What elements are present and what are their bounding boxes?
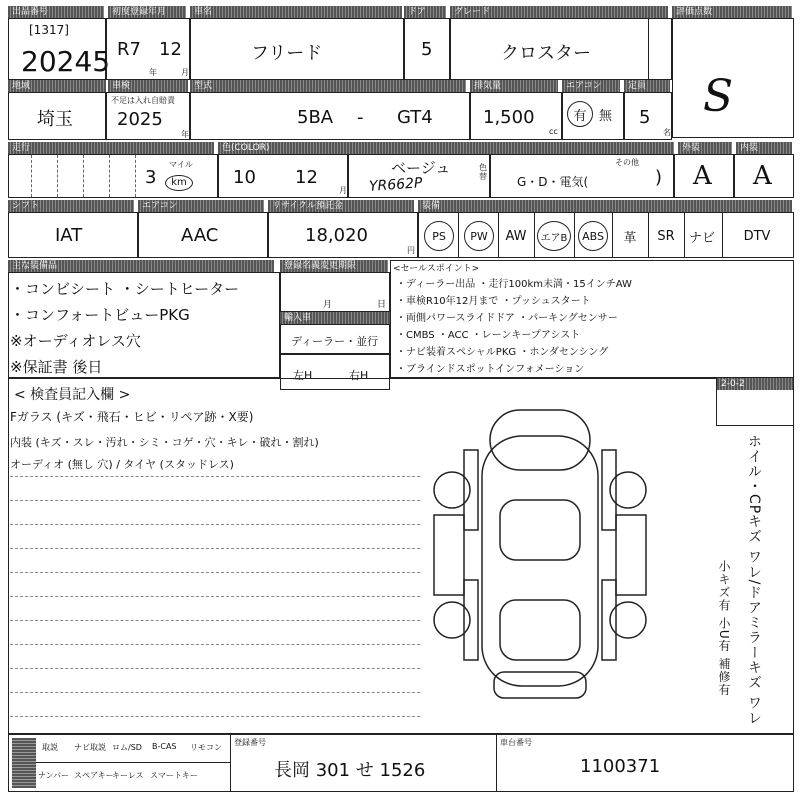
chassis-value: 1100371 — [580, 756, 661, 777]
region-value: 埼玉 — [37, 109, 73, 130]
color-paint-close: ) — [655, 167, 663, 188]
diagram-code: 2-0-2 — [717, 378, 793, 390]
bottom-item: キーレス — [112, 771, 144, 780]
lot-number: 20245 — [21, 45, 111, 78]
equipment-sr: SR — [657, 228, 675, 244]
diagram-code-box — [716, 378, 794, 426]
mileage-header: 走行 — [8, 142, 214, 154]
color-date-month1: 10 — [233, 167, 256, 188]
equipment-pw: PW — [460, 216, 498, 256]
displacement-cell — [470, 92, 562, 140]
bottom-item: スマートキー — [150, 771, 198, 780]
import-left: 左H — [293, 369, 313, 382]
car-name-cell — [190, 18, 404, 80]
plate-label: 登録番号 — [234, 738, 266, 747]
lot-cell — [8, 18, 111, 80]
reg-deadline-cell — [280, 272, 390, 312]
vertical-note: ホイル・CPキズ ワレ/ドアミラーキズ ワレ — [746, 434, 762, 726]
import-type: ディーラー・並行 — [291, 335, 379, 348]
ac-header: エアコン — [562, 80, 620, 92]
capacity-unit: 名 — [663, 128, 671, 137]
inspection-cell — [106, 92, 190, 140]
first-reg-era: R7 — [117, 39, 141, 60]
color-date-month2: 12 — [295, 167, 318, 188]
import-header: 輸入車 — [280, 312, 390, 324]
first-reg-cell — [106, 18, 190, 80]
lot-code: [1317] — [29, 23, 69, 37]
bottom-item: ナビ取説 — [74, 743, 106, 752]
inspection-note: 不足は入れ自賠責 — [111, 96, 175, 105]
first-reg-header: 初度登録年月 — [108, 6, 186, 18]
ac-no: 無 — [599, 109, 613, 124]
equipment-abs: ABS — [574, 216, 612, 256]
sales-points-header: <セールスポイント> — [393, 264, 480, 274]
color-code: YR662P — [368, 175, 423, 195]
sales-point: ・ディーラー出品 ・走行100km未満・15インチAW — [396, 279, 632, 290]
capacity-header: 定員 — [624, 80, 670, 92]
recycle-cell — [268, 212, 418, 258]
options-header: 主な装備品 — [8, 260, 274, 272]
vertical-note: 小キズ有 小U有 補修有 — [717, 560, 731, 697]
bottom-item: 取説 — [42, 743, 58, 752]
bottom-item: ナンバー — [38, 771, 70, 780]
color-name: ベージュ — [391, 159, 451, 177]
equipment-navi: ナビ — [688, 230, 715, 246]
option-line: ※オーディオレス穴 — [10, 332, 141, 350]
grade-header: グレード — [450, 6, 668, 18]
aircon-type-value: AAC — [181, 225, 219, 246]
eval-cell — [672, 18, 794, 138]
sales-point: ・両側パワースライドドア ・パーキングセンサー — [396, 313, 618, 324]
sales-point: ・CMBS ・ACC ・レーンキープアシスト — [396, 330, 581, 341]
option-line: ※保証書 後日 — [10, 358, 103, 376]
ac-yes: 有 — [567, 101, 593, 127]
option-line: ・コンフォートビューPKG — [10, 306, 190, 324]
color-other: その他 — [615, 158, 639, 167]
displacement-header: 排気量 — [470, 80, 558, 92]
region-cell — [8, 92, 106, 140]
plate-value: 長岡 301 せ 1526 — [274, 760, 426, 781]
bottom-item: スペアキー — [74, 771, 114, 780]
model-header: 型式 — [190, 80, 466, 92]
region-header: 地域 — [8, 80, 106, 92]
first-reg-unit-year: 年 — [149, 68, 157, 77]
chassis-label: 車台番号 — [500, 738, 532, 747]
grade-value: クロスター — [501, 43, 591, 64]
shift-cell — [8, 212, 138, 258]
equipment-aw: AW — [505, 228, 527, 244]
eval-score: S — [703, 71, 734, 122]
displacement-value: 1,500 — [483, 107, 535, 128]
aircon-type-header: エアコン — [138, 200, 264, 212]
mileage-km: km — [165, 175, 193, 191]
shift-header: シフト — [8, 200, 134, 212]
first-reg-month: 12 — [159, 39, 182, 60]
sales-point: ・ブラインドスポットインフォメーション — [396, 364, 585, 375]
equipment-dtv: DTV — [743, 228, 771, 244]
exterior-grade: A — [693, 161, 712, 191]
exterior-header: 外装 — [678, 142, 732, 154]
car-diagram — [420, 400, 660, 710]
paint-cell — [490, 154, 674, 198]
model-dash: - — [357, 107, 364, 128]
inspection-header: 車検 — [108, 80, 188, 92]
reg-deadline-month: 月 — [323, 300, 333, 310]
eval-header: 評価点数 — [672, 6, 792, 18]
color-header: 色(COLOR) — [218, 142, 674, 154]
inspection-unit: 年 — [181, 130, 189, 139]
bottom-item: B-CAS — [152, 742, 177, 751]
color-paint: G・D・電気( — [517, 175, 589, 189]
sales-point: ・車検R10年12月まで ・プッシュスタート — [396, 296, 591, 307]
bottom-item: ロム/SD — [112, 743, 142, 752]
lot-header: 出品番号 — [8, 6, 104, 18]
recycle-unit: 円 — [407, 246, 415, 255]
reg-deadline-day: 日 — [377, 300, 387, 310]
grade-cell — [450, 18, 672, 80]
equipment-leather: 革 — [623, 230, 637, 246]
equipment-header: 装備 — [418, 200, 792, 212]
mileage-value: 3 — [145, 167, 157, 188]
model-prefix: 5BA — [297, 107, 334, 128]
bottom-item: リモコン — [190, 743, 222, 752]
capacity-cell — [624, 92, 672, 140]
color-cell — [348, 154, 490, 198]
inspector-header: < 検査員記入欄 > — [14, 387, 131, 403]
model-cell — [190, 92, 470, 140]
exterior-cell — [674, 154, 734, 198]
inspector-note: オーディオ (無し 穴) / タイヤ (スタッドレス) — [10, 458, 234, 471]
mileage-cell — [8, 154, 218, 198]
inspector-note: Fガラス (キズ・飛石・ヒビ・リペア跡・X要) — [10, 410, 254, 424]
recycle-header: リサイクル預託金 — [268, 200, 414, 212]
doors-header: ドア — [404, 6, 446, 18]
interior-grade: A — [753, 161, 772, 191]
color-date-unit: 月 — [339, 186, 347, 195]
interior-cell — [734, 154, 794, 198]
import-right: 右H — [349, 369, 369, 382]
shift-value: IAT — [55, 225, 83, 246]
equipment-ps: PS — [420, 216, 458, 256]
mileage-mile: マイル — [169, 160, 193, 169]
model-code: GT4 — [397, 107, 433, 128]
aircon-type-cell — [138, 212, 268, 258]
inspector-note: 内装 (キズ・スレ・汚れ・シミ・コゲ・穴・キレ・破れ・割れ) — [10, 436, 319, 449]
inspector-area — [8, 378, 794, 734]
sales-point: ・ナビ装着スペシャルPKG ・ホンダセンシング — [396, 347, 609, 358]
displacement-unit: cc — [549, 127, 558, 136]
doors-cell — [404, 18, 450, 80]
import-type-cell — [280, 324, 390, 354]
equipment-airbag: エアB — [534, 216, 574, 256]
doors-value: 5 — [421, 39, 433, 60]
inspection-value: 2025 — [117, 109, 163, 130]
option-line: ・コンビシート ・シートヒーター — [10, 280, 240, 298]
recycle-value: 18,020 — [305, 225, 368, 246]
color-date-cell — [218, 154, 348, 198]
reg-deadline-header: 登録名義変更期限 — [280, 260, 388, 272]
interior-header: 内装 — [736, 142, 792, 154]
car-name-header: 車名 — [190, 6, 402, 18]
first-reg-unit-month: 月 — [181, 68, 189, 77]
color-side-label: 色替 — [479, 163, 487, 181]
ac-cell — [562, 92, 624, 140]
car-name: フリード — [251, 43, 323, 64]
capacity-value: 5 — [639, 107, 651, 128]
